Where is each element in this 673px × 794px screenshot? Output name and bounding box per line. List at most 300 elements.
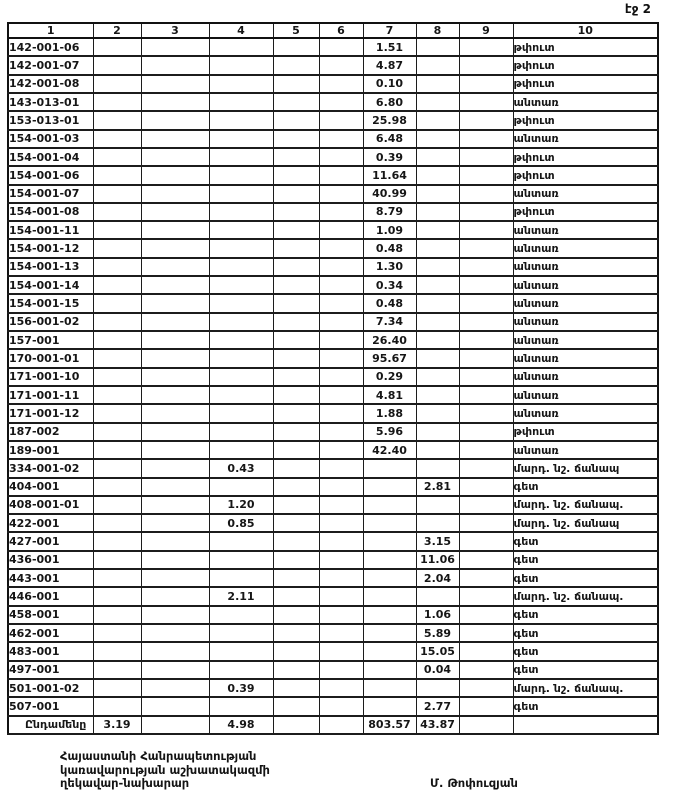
cell-col-8: 11.06 [416,551,459,569]
cell-col-10: անտառ [513,294,658,312]
cell-col-2 [93,441,141,459]
cell-col-8 [416,148,459,166]
cell-col-1: 171-001-12 [8,404,93,422]
cell-col-4 [209,258,273,276]
column-header-4: 4 [209,23,273,38]
cell-col-1: 171-001-11 [8,386,93,404]
cell-col-8 [416,587,459,605]
cell-col-7 [363,551,416,569]
cell-col-2 [93,661,141,679]
cell-col-10: գետ [513,569,658,587]
cell-col-7: 0.48 [363,239,416,257]
cell-col-4 [209,404,273,422]
cell-col-2 [93,75,141,93]
cell-col-9 [459,349,513,367]
cell-col-2 [93,551,141,569]
cell-col-4 [209,276,273,294]
table-row [8,349,658,367]
cell-col-7 [363,459,416,477]
cell-col-3 [141,478,209,496]
cell-col-1: 446-001 [8,587,93,605]
cell-col-3 [141,697,209,715]
cell-col-2 [93,148,141,166]
cell-col-9 [459,221,513,239]
cell-col-3 [141,423,209,441]
cell-col-9 [459,551,513,569]
cell-col-10: թփուտ [513,148,658,166]
cell-col-5 [273,624,319,642]
cell-col-5 [273,642,319,660]
official-title-line-1: Հայաստանի Հանրապետության [60,749,257,763]
cell-col-5 [273,587,319,605]
cell-col-1: 443-001 [8,569,93,587]
cell-col-5 [273,313,319,331]
cell-col-2 [93,258,141,276]
total-cell-col-3 [141,716,209,734]
cell-col-7 [363,697,416,715]
cell-col-9 [459,130,513,148]
cell-col-3 [141,221,209,239]
cell-col-7: 6.80 [363,93,416,111]
cell-col-1: 157-001 [8,331,93,349]
table-row [8,697,658,715]
cell-col-10: գետ [513,642,658,660]
table-row [8,661,658,679]
cell-col-10: անտառ [513,331,658,349]
cell-col-6 [319,679,363,697]
cell-col-5 [273,148,319,166]
cell-col-5 [273,606,319,624]
table-row [8,551,658,569]
cell-col-4 [209,606,273,624]
cell-col-7 [363,679,416,697]
cell-col-6 [319,56,363,74]
cell-col-2 [93,185,141,203]
cell-col-9 [459,532,513,550]
cell-col-4 [209,386,273,404]
cell-col-5 [273,386,319,404]
cell-col-9 [459,203,513,221]
cell-col-3 [141,203,209,221]
cell-col-2 [93,166,141,184]
cell-col-1: 171-001-10 [8,368,93,386]
cell-col-8 [416,514,459,532]
cell-col-5 [273,239,319,257]
cell-col-1: 170-001-01 [8,349,93,367]
cell-col-8 [416,349,459,367]
cell-col-6 [319,166,363,184]
cell-col-4: 0.85 [209,514,273,532]
column-header-9: 9 [459,23,513,38]
cell-col-5 [273,203,319,221]
cell-col-7: 42.40 [363,441,416,459]
official-title-line-3: ղեկավար-նախարար [60,776,190,790]
cell-col-1: 497-001 [8,661,93,679]
cell-col-7 [363,514,416,532]
table-row [8,642,658,660]
cell-col-3 [141,93,209,111]
cell-col-6 [319,532,363,550]
cell-col-4 [209,642,273,660]
cell-col-7: 7.34 [363,313,416,331]
cell-col-9 [459,331,513,349]
cell-col-1: 154-001-06 [8,166,93,184]
cell-col-10: անտառ [513,130,658,148]
cell-col-8 [416,679,459,697]
cell-col-4 [209,624,273,642]
cell-col-1: 458-001 [8,606,93,624]
cell-col-4 [209,349,273,367]
cell-col-10: գետ [513,697,658,715]
cell-col-9 [459,697,513,715]
cell-col-3 [141,606,209,624]
cell-col-6 [319,697,363,715]
cell-col-9 [459,679,513,697]
cell-col-8 [416,166,459,184]
cell-col-5 [273,404,319,422]
cell-col-7 [363,496,416,514]
cell-col-8: 2.81 [416,478,459,496]
cell-col-6 [319,313,363,331]
cell-col-3 [141,75,209,93]
cell-col-3 [141,441,209,459]
cell-col-9 [459,148,513,166]
cell-col-4 [209,368,273,386]
cell-col-3 [141,166,209,184]
cell-col-1: 142-001-07 [8,56,93,74]
cell-col-8 [416,459,459,477]
cell-col-5 [273,130,319,148]
cell-col-3 [141,404,209,422]
cell-col-4 [209,221,273,239]
cell-col-7: 40.99 [363,185,416,203]
cell-col-5 [273,185,319,203]
cell-col-1: 483-001 [8,642,93,660]
cell-col-5 [273,532,319,550]
cell-col-4: 1.20 [209,496,273,514]
cell-col-8 [416,276,459,294]
cell-col-6 [319,496,363,514]
cell-col-4 [209,478,273,496]
cell-col-3 [141,514,209,532]
cell-col-7: 1.09 [363,221,416,239]
cell-col-8 [416,258,459,276]
cell-col-8 [416,185,459,203]
cell-col-1: 436-001 [8,551,93,569]
cell-col-2 [93,276,141,294]
table-row [8,404,658,422]
cell-col-4 [209,93,273,111]
table-row [8,276,658,294]
cell-col-8 [416,203,459,221]
total-cell-col-7: 803.57 [363,716,416,734]
cell-col-8 [416,441,459,459]
cell-col-9 [459,185,513,203]
table-row [8,38,658,56]
cell-col-1: 404-001 [8,478,93,496]
cell-col-9 [459,404,513,422]
cell-col-8 [416,130,459,148]
cell-col-4 [209,56,273,74]
cell-col-3 [141,569,209,587]
table-row [8,203,658,221]
cell-col-10: գետ [513,532,658,550]
cell-col-8 [416,75,459,93]
cell-col-7: 25.98 [363,111,416,129]
cell-col-2 [93,313,141,331]
cell-col-8: 2.04 [416,569,459,587]
cell-col-2 [93,331,141,349]
cell-col-8 [416,404,459,422]
column-header-1: 1 [8,23,93,38]
cell-col-1: 462-001 [8,624,93,642]
cell-col-5 [273,441,319,459]
cell-col-6 [319,130,363,148]
cell-col-7: 26.40 [363,331,416,349]
cell-col-3 [141,459,209,477]
cell-col-1: 156-001-02 [8,313,93,331]
cell-col-7 [363,569,416,587]
table-row [8,313,658,331]
cell-col-6 [319,349,363,367]
cell-col-2 [93,239,141,257]
cell-col-9 [459,514,513,532]
cell-col-7: 0.29 [363,368,416,386]
cell-col-9 [459,459,513,477]
cell-col-4: 0.39 [209,679,273,697]
total-cell-col-6 [319,716,363,734]
table-row [8,185,658,203]
cell-col-5 [273,496,319,514]
table-row [8,166,658,184]
cell-col-10: գետ [513,624,658,642]
cell-col-7: 0.10 [363,75,416,93]
land-parcel-table [7,22,659,735]
cell-col-1: 142-001-08 [8,75,93,93]
cell-col-7: 4.87 [363,56,416,74]
cell-col-2 [93,111,141,129]
cell-col-5 [273,349,319,367]
cell-col-7: 4.81 [363,386,416,404]
cell-col-8 [416,313,459,331]
cell-col-9 [459,239,513,257]
cell-col-10: անտառ [513,368,658,386]
cell-col-3 [141,624,209,642]
cell-col-1: 422-001 [8,514,93,532]
cell-col-1: 142-001-06 [8,38,93,56]
cell-col-4 [209,239,273,257]
cell-col-1: 154-001-11 [8,221,93,239]
signature-name: Մ. Թոփուզյան [430,776,518,790]
table-row [8,679,658,697]
official-title-block [60,750,270,791]
cell-col-9 [459,313,513,331]
cell-col-6 [319,111,363,129]
column-header-7: 7 [363,23,416,38]
cell-col-9 [459,624,513,642]
cell-col-6 [319,294,363,312]
column-header-5: 5 [273,23,319,38]
cell-col-3 [141,551,209,569]
cell-col-8 [416,368,459,386]
cell-col-5 [273,38,319,56]
cell-col-9 [459,386,513,404]
cell-col-10: մարդ. նշ. ճանապ. [513,496,658,514]
cell-col-1: 154-001-07 [8,185,93,203]
total-cell-col-2: 3.19 [93,716,141,734]
cell-col-9 [459,423,513,441]
table-row [8,331,658,349]
table-row [8,368,658,386]
total-cell-col-5 [273,716,319,734]
cell-col-4 [209,75,273,93]
total-row [8,716,658,734]
column-header-6: 6 [319,23,363,38]
cell-col-3 [141,331,209,349]
cell-col-10: անտառ [513,221,658,239]
cell-col-10: մարդ. նշ. ճանապ. [513,587,658,605]
cell-col-9 [459,441,513,459]
cell-col-6 [319,478,363,496]
cell-col-3 [141,185,209,203]
cell-col-5 [273,221,319,239]
cell-col-10: գետ [513,661,658,679]
cell-col-10: գետ [513,478,658,496]
cell-col-6 [319,368,363,386]
cell-col-8: 2.77 [416,697,459,715]
cell-col-8: 0.04 [416,661,459,679]
cell-col-4 [209,441,273,459]
cell-col-3 [141,56,209,74]
cell-col-1: 408-001-01 [8,496,93,514]
table-row [8,294,658,312]
cell-col-2 [93,130,141,148]
page-number-label: էջ 2 [624,2,651,16]
cell-col-10: թփուտ [513,75,658,93]
cell-col-5 [273,679,319,697]
cell-col-8 [416,56,459,74]
cell-col-3 [141,313,209,331]
cell-col-8: 15.05 [416,642,459,660]
cell-col-6 [319,386,363,404]
cell-col-6 [319,569,363,587]
cell-col-2 [93,368,141,386]
cell-col-9 [459,587,513,605]
total-cell-col-8: 43.87 [416,716,459,734]
table-row [8,75,658,93]
cell-col-5 [273,478,319,496]
cell-col-9 [459,478,513,496]
table-row [8,587,658,605]
cell-col-1: 154-001-03 [8,130,93,148]
cell-col-2 [93,459,141,477]
cell-col-10: անտառ [513,239,658,257]
cell-col-10: թփուտ [513,38,658,56]
cell-col-10: թփուտ [513,203,658,221]
cell-col-10: մարդ. նշ. ճանապ [513,459,658,477]
cell-col-8 [416,221,459,239]
cell-col-6 [319,642,363,660]
cell-col-8 [416,331,459,349]
table-row [8,423,658,441]
cell-col-3 [141,587,209,605]
cell-col-6 [319,75,363,93]
cell-col-5 [273,368,319,386]
cell-col-7: 11.64 [363,166,416,184]
cell-col-4 [209,185,273,203]
cell-col-7 [363,642,416,660]
cell-col-5 [273,111,319,129]
cell-col-1: 187-002 [8,423,93,441]
table-row [8,532,658,550]
cell-col-3 [141,239,209,257]
cell-col-1: 334-001-02 [8,459,93,477]
cell-col-4 [209,166,273,184]
cell-col-4 [209,111,273,129]
cell-col-10: անտառ [513,441,658,459]
cell-col-1: 154-001-13 [8,258,93,276]
cell-col-10: անտառ [513,276,658,294]
cell-col-10: անտառ [513,404,658,422]
cell-col-1: 427-001 [8,532,93,550]
cell-col-5 [273,697,319,715]
cell-col-3 [141,532,209,550]
cell-col-3 [141,679,209,697]
table-row [8,569,658,587]
cell-col-9 [459,496,513,514]
cell-col-10: թփուտ [513,111,658,129]
cell-col-10: անտառ [513,258,658,276]
cell-col-4 [209,423,273,441]
official-title-line-2: կառավարության աշխատակազմի [60,762,270,777]
cell-col-10: անտառ [513,349,658,367]
cell-col-9 [459,276,513,294]
cell-col-2 [93,697,141,715]
cell-col-9 [459,166,513,184]
cell-col-1: 154-001-15 [8,294,93,312]
cell-col-3 [141,661,209,679]
cell-col-9 [459,642,513,660]
table-row [8,441,658,459]
cell-col-2 [93,514,141,532]
cell-col-4: 2.11 [209,587,273,605]
cell-col-7: 1.30 [363,258,416,276]
cell-col-5 [273,75,319,93]
cell-col-9 [459,56,513,74]
cell-col-8 [416,111,459,129]
cell-col-4 [209,697,273,715]
cell-col-2 [93,404,141,422]
total-cell-col-9 [459,716,513,734]
cell-col-6 [319,551,363,569]
cell-col-7: 0.39 [363,148,416,166]
table-row [8,239,658,257]
cell-col-9 [459,569,513,587]
cell-col-5 [273,276,319,294]
cell-col-2 [93,606,141,624]
cell-col-1: 507-001 [8,697,93,715]
cell-col-8 [416,496,459,514]
cell-col-6 [319,93,363,111]
cell-col-3 [141,496,209,514]
cell-col-10: մարդ. նշ. ճանապ [513,514,658,532]
cell-col-10: թփուտ [513,423,658,441]
cell-col-6 [319,221,363,239]
column-header-2: 2 [93,23,141,38]
cell-col-7 [363,606,416,624]
cell-col-4 [209,532,273,550]
cell-col-5 [273,93,319,111]
